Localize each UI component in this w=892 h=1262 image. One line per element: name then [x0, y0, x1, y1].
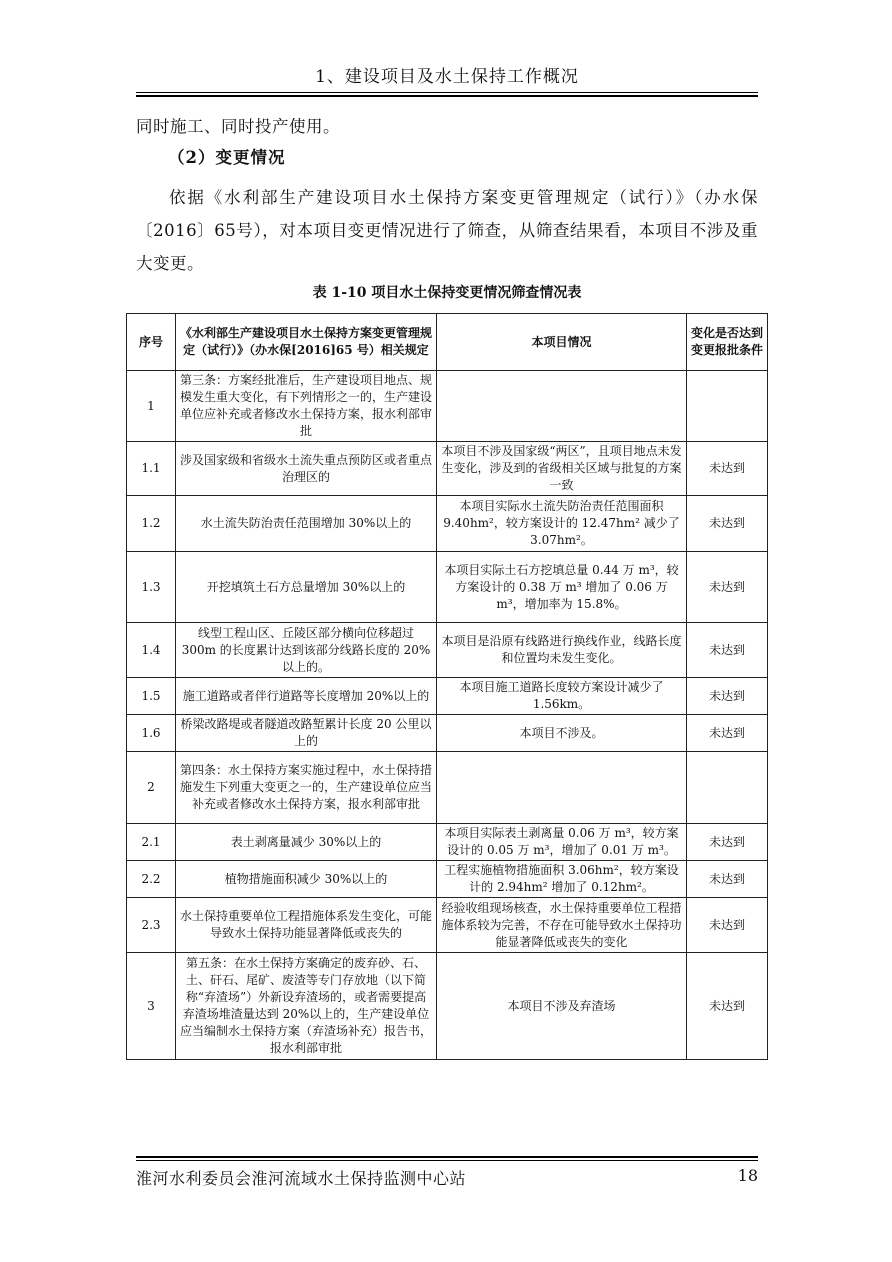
cell-result: 未达到 [687, 861, 768, 898]
cell-no: 1.5 [127, 678, 176, 715]
cell-no: 2.1 [127, 824, 176, 861]
cell-rule: 植物措施面积减少 30%以上的 [176, 861, 437, 898]
cell-no: 1 [127, 371, 176, 442]
cell-rule: 表土剥离量减少 30%以上的 [176, 824, 437, 861]
cell-result: 未达到 [687, 496, 768, 552]
cell-no: 3 [127, 953, 176, 1060]
table-row [127, 623, 768, 678]
cell-result: 未达到 [687, 953, 768, 1060]
header-result: 变化是否达到变更报批条件 [687, 314, 768, 371]
cell-no: 1.3 [127, 552, 176, 623]
cell-situation: 本项目实际水土流失防治责任范围面积 9.40hm²，较方案设计的 12.47hm² 减少了 3.07hm²。 [437, 496, 687, 552]
change-screening-table [126, 313, 768, 1060]
cell-result: 未达到 [687, 678, 768, 715]
cell-situation: 本项目不涉及。 [437, 715, 687, 752]
footer-organization: 淮河水利委员会淮河流域水土保持监测中心站 [136, 1169, 467, 1188]
cell-rule: 水土保持重要单位工程措施体系发生变化，可能导致水土保持功能显著降低或丧失的 [176, 898, 437, 953]
cell-result: 未达到 [687, 824, 768, 861]
cell-situation [437, 752, 687, 824]
table-row [127, 442, 768, 496]
cell-no: 1.6 [127, 715, 176, 752]
cell-rule: 涉及国家级和省级水土流失重点预防区或者重点治理区的 [176, 442, 437, 496]
cell-no: 2.3 [127, 898, 176, 953]
cell-result: 未达到 [687, 552, 768, 623]
cell-rule: 施工道路或者伴行道路等长度增加 20%以上的 [176, 678, 437, 715]
table-row [127, 861, 768, 898]
table-row [127, 715, 768, 752]
footer-divider-thick [136, 1156, 758, 1158]
cell-no: 2 [127, 752, 176, 824]
cell-result: 未达到 [687, 715, 768, 752]
cell-situation: 本项目施工道路长度较方案设计减少了 1.56km。 [437, 678, 687, 715]
table-row [127, 898, 768, 953]
header-rule: 《水利部生产建设项目水土保持方案变更管理规定（试行）》（办水保[2016]65 号）相关规定 [176, 314, 437, 371]
cell-situation: 工程实施植物措施面积 3.06hm²，较方案设计的 2.94hm² 增加了 0.12hm²。 [437, 861, 687, 898]
cell-no: 1.2 [127, 496, 176, 552]
table-row [127, 552, 768, 623]
cell-result [687, 752, 768, 824]
header-situation: 本项目情况 [437, 314, 687, 371]
table-row [127, 953, 768, 1060]
table-caption: 表 1-10 项目水土保持变更情况筛查情况表 [312, 285, 582, 301]
cell-rule: 开挖填筑土石方总量增加 30%以上的 [176, 552, 437, 623]
header-divider-thick [136, 95, 758, 97]
cell-rule: 水土流失防治责任范围增加 30%以上的 [176, 496, 437, 552]
table-header-row [127, 314, 768, 371]
paragraph-basis: 依据《水利部生产建设项目水土保持方案变更管理规定（试行）》（办水保〔2016〕65号），对本项目变更情况进行了筛查，从筛查结果看，本项目不涉及重大变更。 [136, 188, 758, 273]
cell-no: 1.1 [127, 442, 176, 496]
table-row [127, 496, 768, 552]
cell-situation: 本项目实际土石方挖填总量 0.44 万 m³，较方案设计的 0.38 万 m³ 增加了 0.06 万 m³，增加率为 15.8%。 [437, 552, 687, 623]
page-header-title: 1、建设项目及水土保持工作概况 [315, 67, 579, 87]
header-divider [136, 92, 758, 93]
cell-situation: 经验收组现场核查，水土保持重要单位工程措施体系较为完善，不存在可能导致水土保持功能显著降低或丧失的变化 [437, 898, 687, 953]
cell-rule: 线型工程山区、丘陵区部分横向位移超过 300m 的长度累计达到该部分线路长度的 20%以上的。 [176, 623, 437, 678]
table-row [127, 824, 768, 861]
cell-rule: 桥梁改路堤或者隧道改路堑累计长度 20 公里以上的 [176, 715, 437, 752]
cell-result: 未达到 [687, 623, 768, 678]
cell-situation: 本项目实际表土剥离量 0.06 万 m³，较方案设计的 0.05 万 m³，增加了 0.01 万 m³。 [437, 824, 687, 861]
cell-situation: 本项目不涉及国家级“两区”，且项目地点未发生变化，涉及到的省级相关区域与批复的方案一致 [437, 442, 687, 496]
cell-situation [437, 371, 687, 442]
table-row [127, 752, 768, 824]
cell-rule: 第五条：在水土保持方案确定的废弃砂、石、土、矸石、尾矿、废渣等专门存放地（以下简称“弃渣场”）外新设弃渣场的，或者需要提高弃渣场堆渣量达到 20%以上的，生产建设单位应当编制水土保持方案（弃渣场补充）报告书，报水利部审批 [176, 953, 437, 1060]
footer-divider [136, 1160, 758, 1161]
cell-situation: 本项目是沿原有线路进行换线作业，线路长度和位置均未发生变化。 [437, 623, 687, 678]
cell-rule: 第四条：水土保持方案实施过程中，水土保持措施发生下列重大变更之一的，生产建设单位应当补充或者修改水土保持方案，报水利部审批 [176, 752, 437, 824]
table-row [127, 678, 768, 715]
cell-no: 2.2 [127, 861, 176, 898]
section-heading: （2）变更情况 [168, 148, 286, 167]
table-row [127, 371, 768, 442]
paragraph-continuation: 同时施工、同时投产使用。 [136, 117, 340, 136]
page-number: 18 [737, 1166, 758, 1185]
cell-rule: 第三条：方案经批准后，生产建设项目地点、规模发生重大变化，有下列情形之一的，生产建设单位应补充或者修改水土保持方案，报水利部审批 [176, 371, 437, 442]
cell-result: 未达到 [687, 442, 768, 496]
cell-result: 未达到 [687, 898, 768, 953]
cell-result [687, 371, 768, 442]
cell-situation: 本项目不涉及弃渣场 [437, 953, 687, 1060]
cell-no: 1.4 [127, 623, 176, 678]
header-no: 序号 [127, 314, 176, 371]
